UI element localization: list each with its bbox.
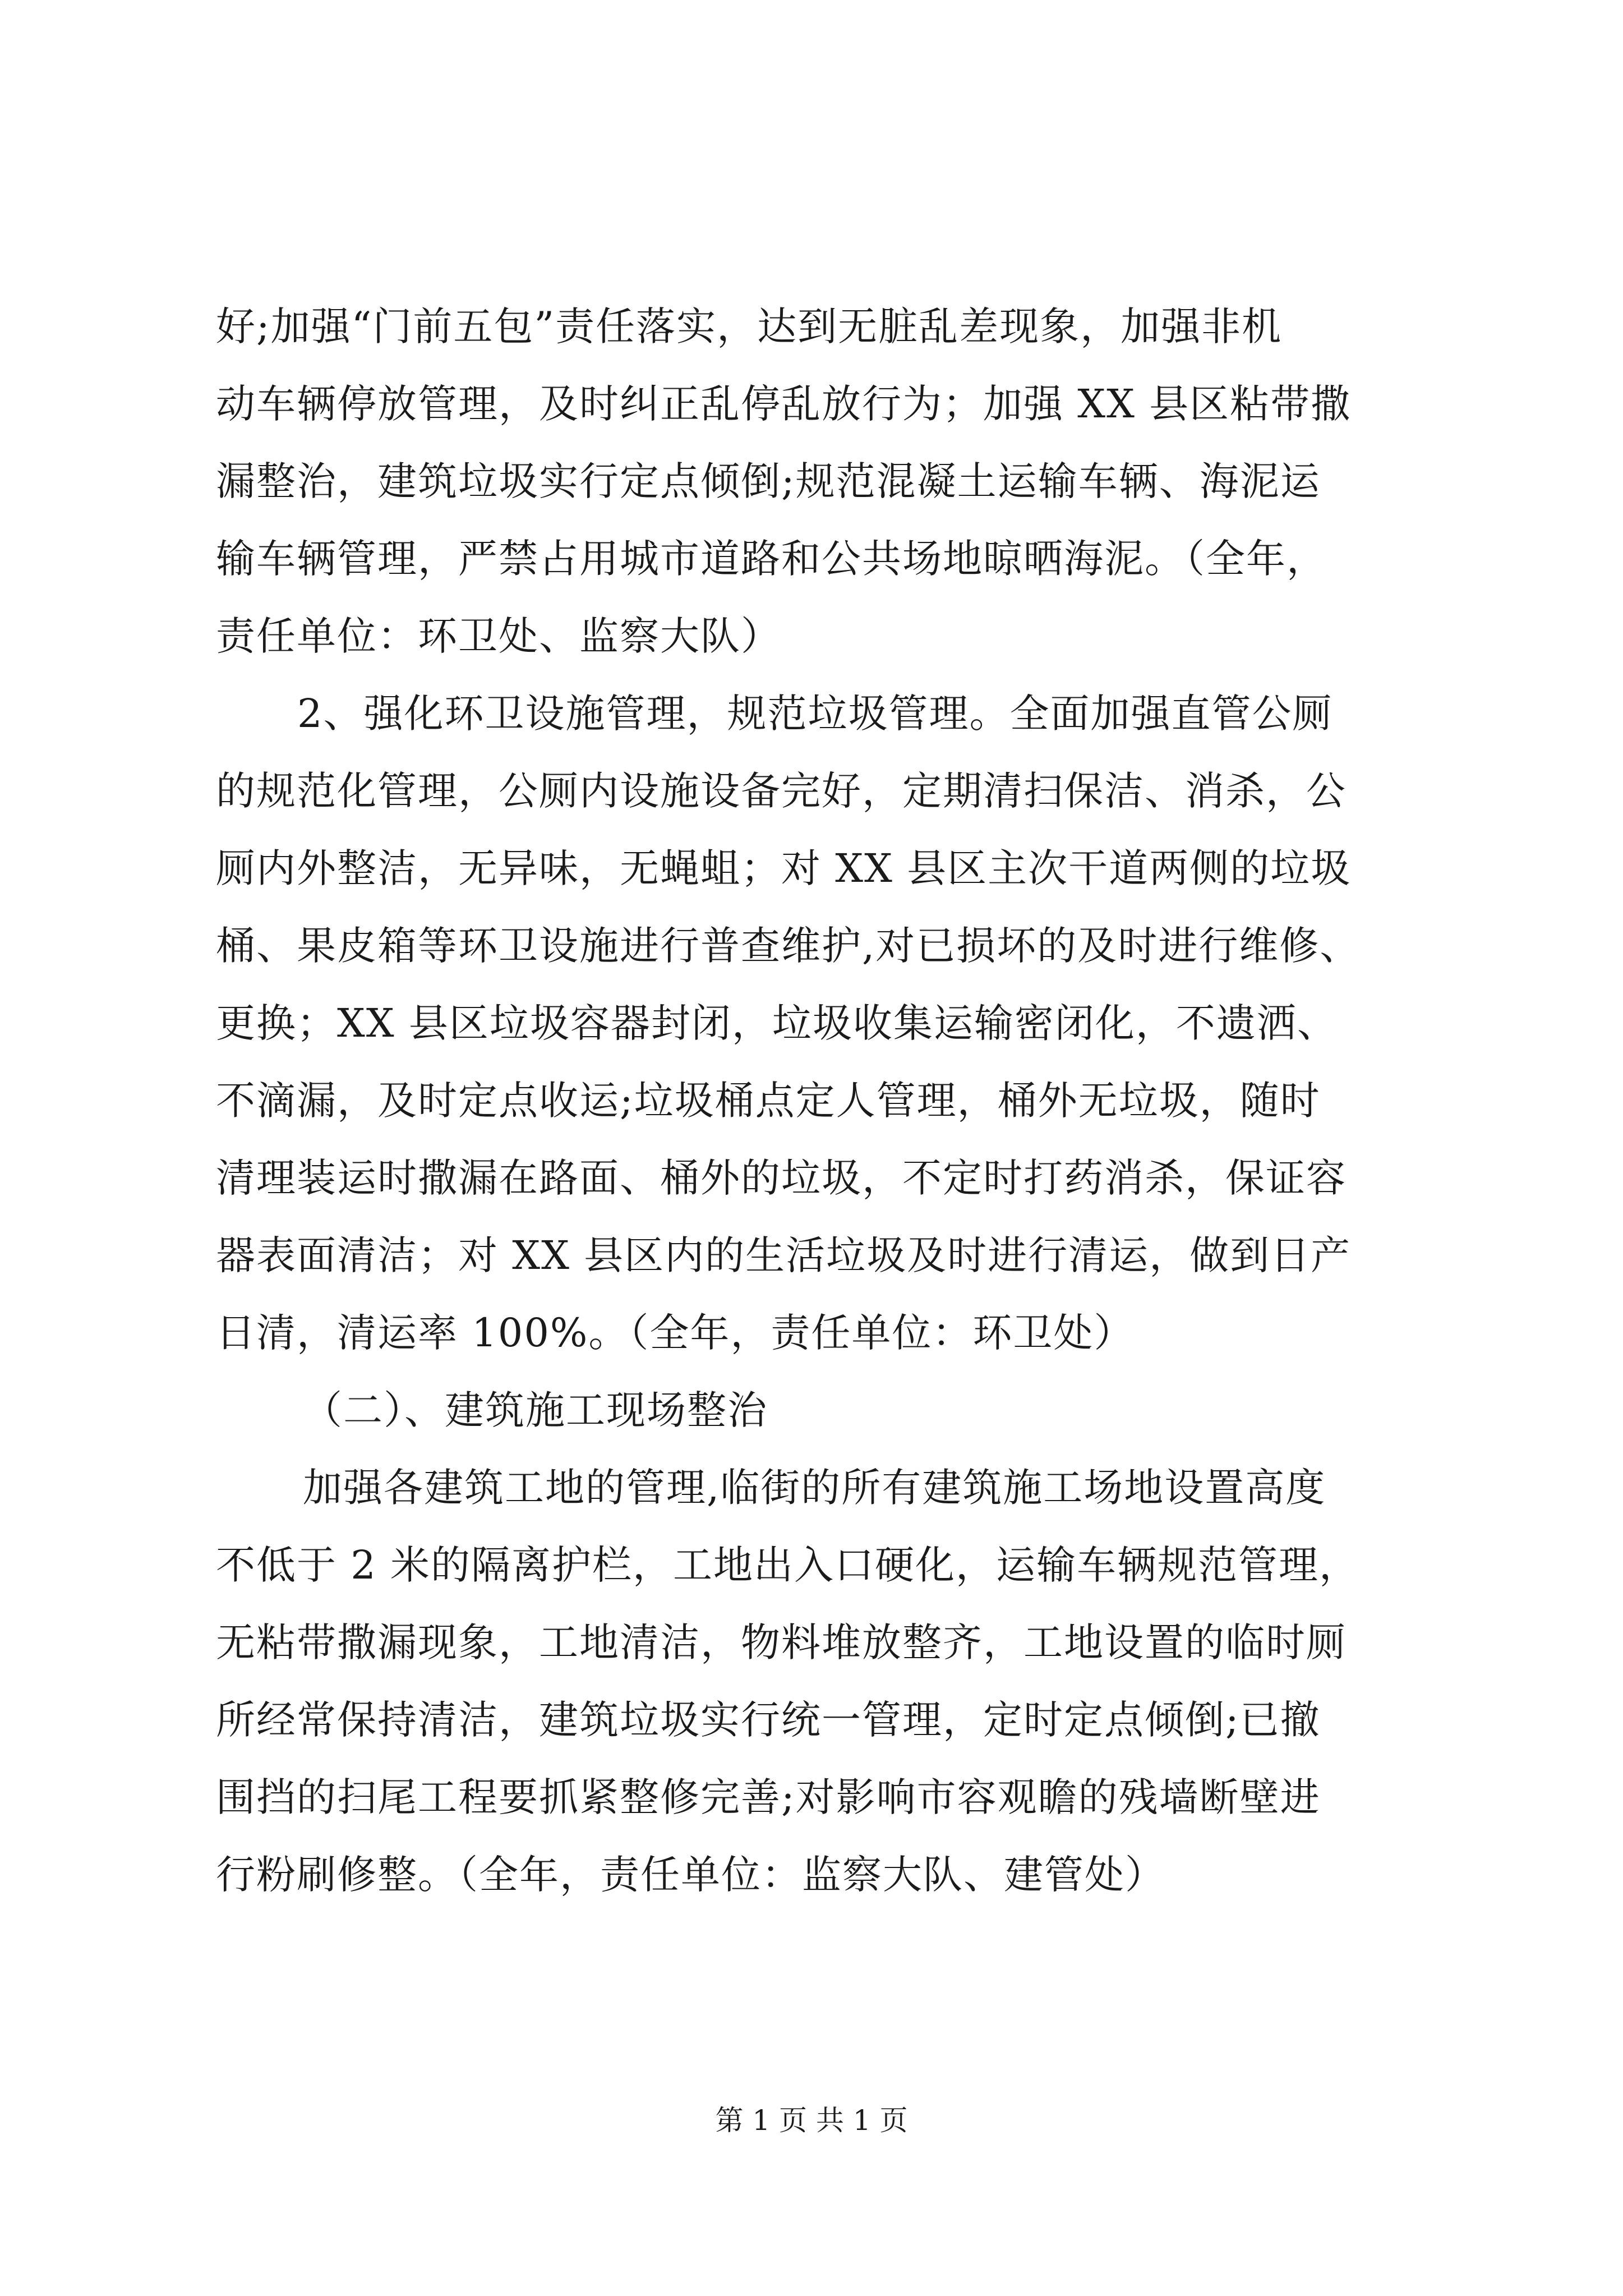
text-line: 器表面清洁；对 XX 县区内的生活垃圾及时进行清运，做到日产 <box>216 1232 1352 1278</box>
text-line: 清理装运时撒漏在路面、桶外的垃圾，不定时打药消杀，保证容 <box>216 1155 1347 1201</box>
text-line: 无粘带撒漏现象，工地清洁，物料堆放整齐，工地设置的临时厕 <box>216 1619 1347 1665</box>
text-line: 动车辆停放管理，及时纠正乱停乱放行为；加强 XX 县区粘带撒 <box>216 381 1352 427</box>
text-line: 好;加强“门前五包”责任落实，达到无脏乱差现象，加强非机 <box>216 303 1283 349</box>
text-line: 所经常保持清洁，建筑垃圾实行统一管理，定时定点倾倒;已撤 <box>216 1697 1321 1743</box>
text-line: 输车辆管理，严禁占用城市道路和公共场地晾晒海泥。（全年， <box>216 536 1327 582</box>
text-line: 的规范化管理，公厕内设施设备完好，定期清扫保洁、消杀，公 <box>216 768 1347 814</box>
text-line: 更换；XX 县区垃圾容器封闭，垃圾收集运输密闭化，不遗洒、 <box>216 1000 1338 1046</box>
text-line: 不滴漏，及时定点收运;垃圾桶点定人管理，桶外无垃圾，随时 <box>216 1078 1321 1124</box>
page-footer: 第 1 页 共 1 页 <box>715 2104 908 2137</box>
text-line: 围挡的扫尾工程要抓紧整修完善;对影响市容观瞻的残墙断壁进 <box>216 1774 1321 1820</box>
text-line: 加强各建筑工地的管理,临街的所有建筑施工场地设置高度 <box>303 1465 1326 1511</box>
text-line: 厕内外整洁，无异味，无蝇蛆；对 XX 县区主次干道两侧的垃圾 <box>216 845 1352 891</box>
text-line: 2、强化环卫设施管理，规范垃圾管理。全面加强直管公厕 <box>297 691 1333 737</box>
text-line: 日清，清运率 100%。（全年，责任单位：环卫处） <box>216 1310 1135 1356</box>
text-line: 责任单位：环卫处、监察大队） <box>216 613 781 659</box>
text-line: 漏整治，建筑垃圾实行定点倾倒;规范混凝土运输车辆、海泥运 <box>216 458 1321 504</box>
text-line: 桶、果皮箱等环卫设施进行普查维护,对已损坏的及时进行维修、 <box>216 923 1361 969</box>
text-line: 行粉刷修整。（全年，责任单位：监察大队、建管处） <box>216 1852 1165 1898</box>
text-line: 不低于 2 米的隔离护栏，工地出入口硬化，运输车辆规范管理， <box>216 1542 1360 1588</box>
section-heading: （二）、建筑施工现场整治 <box>303 1387 768 1433</box>
